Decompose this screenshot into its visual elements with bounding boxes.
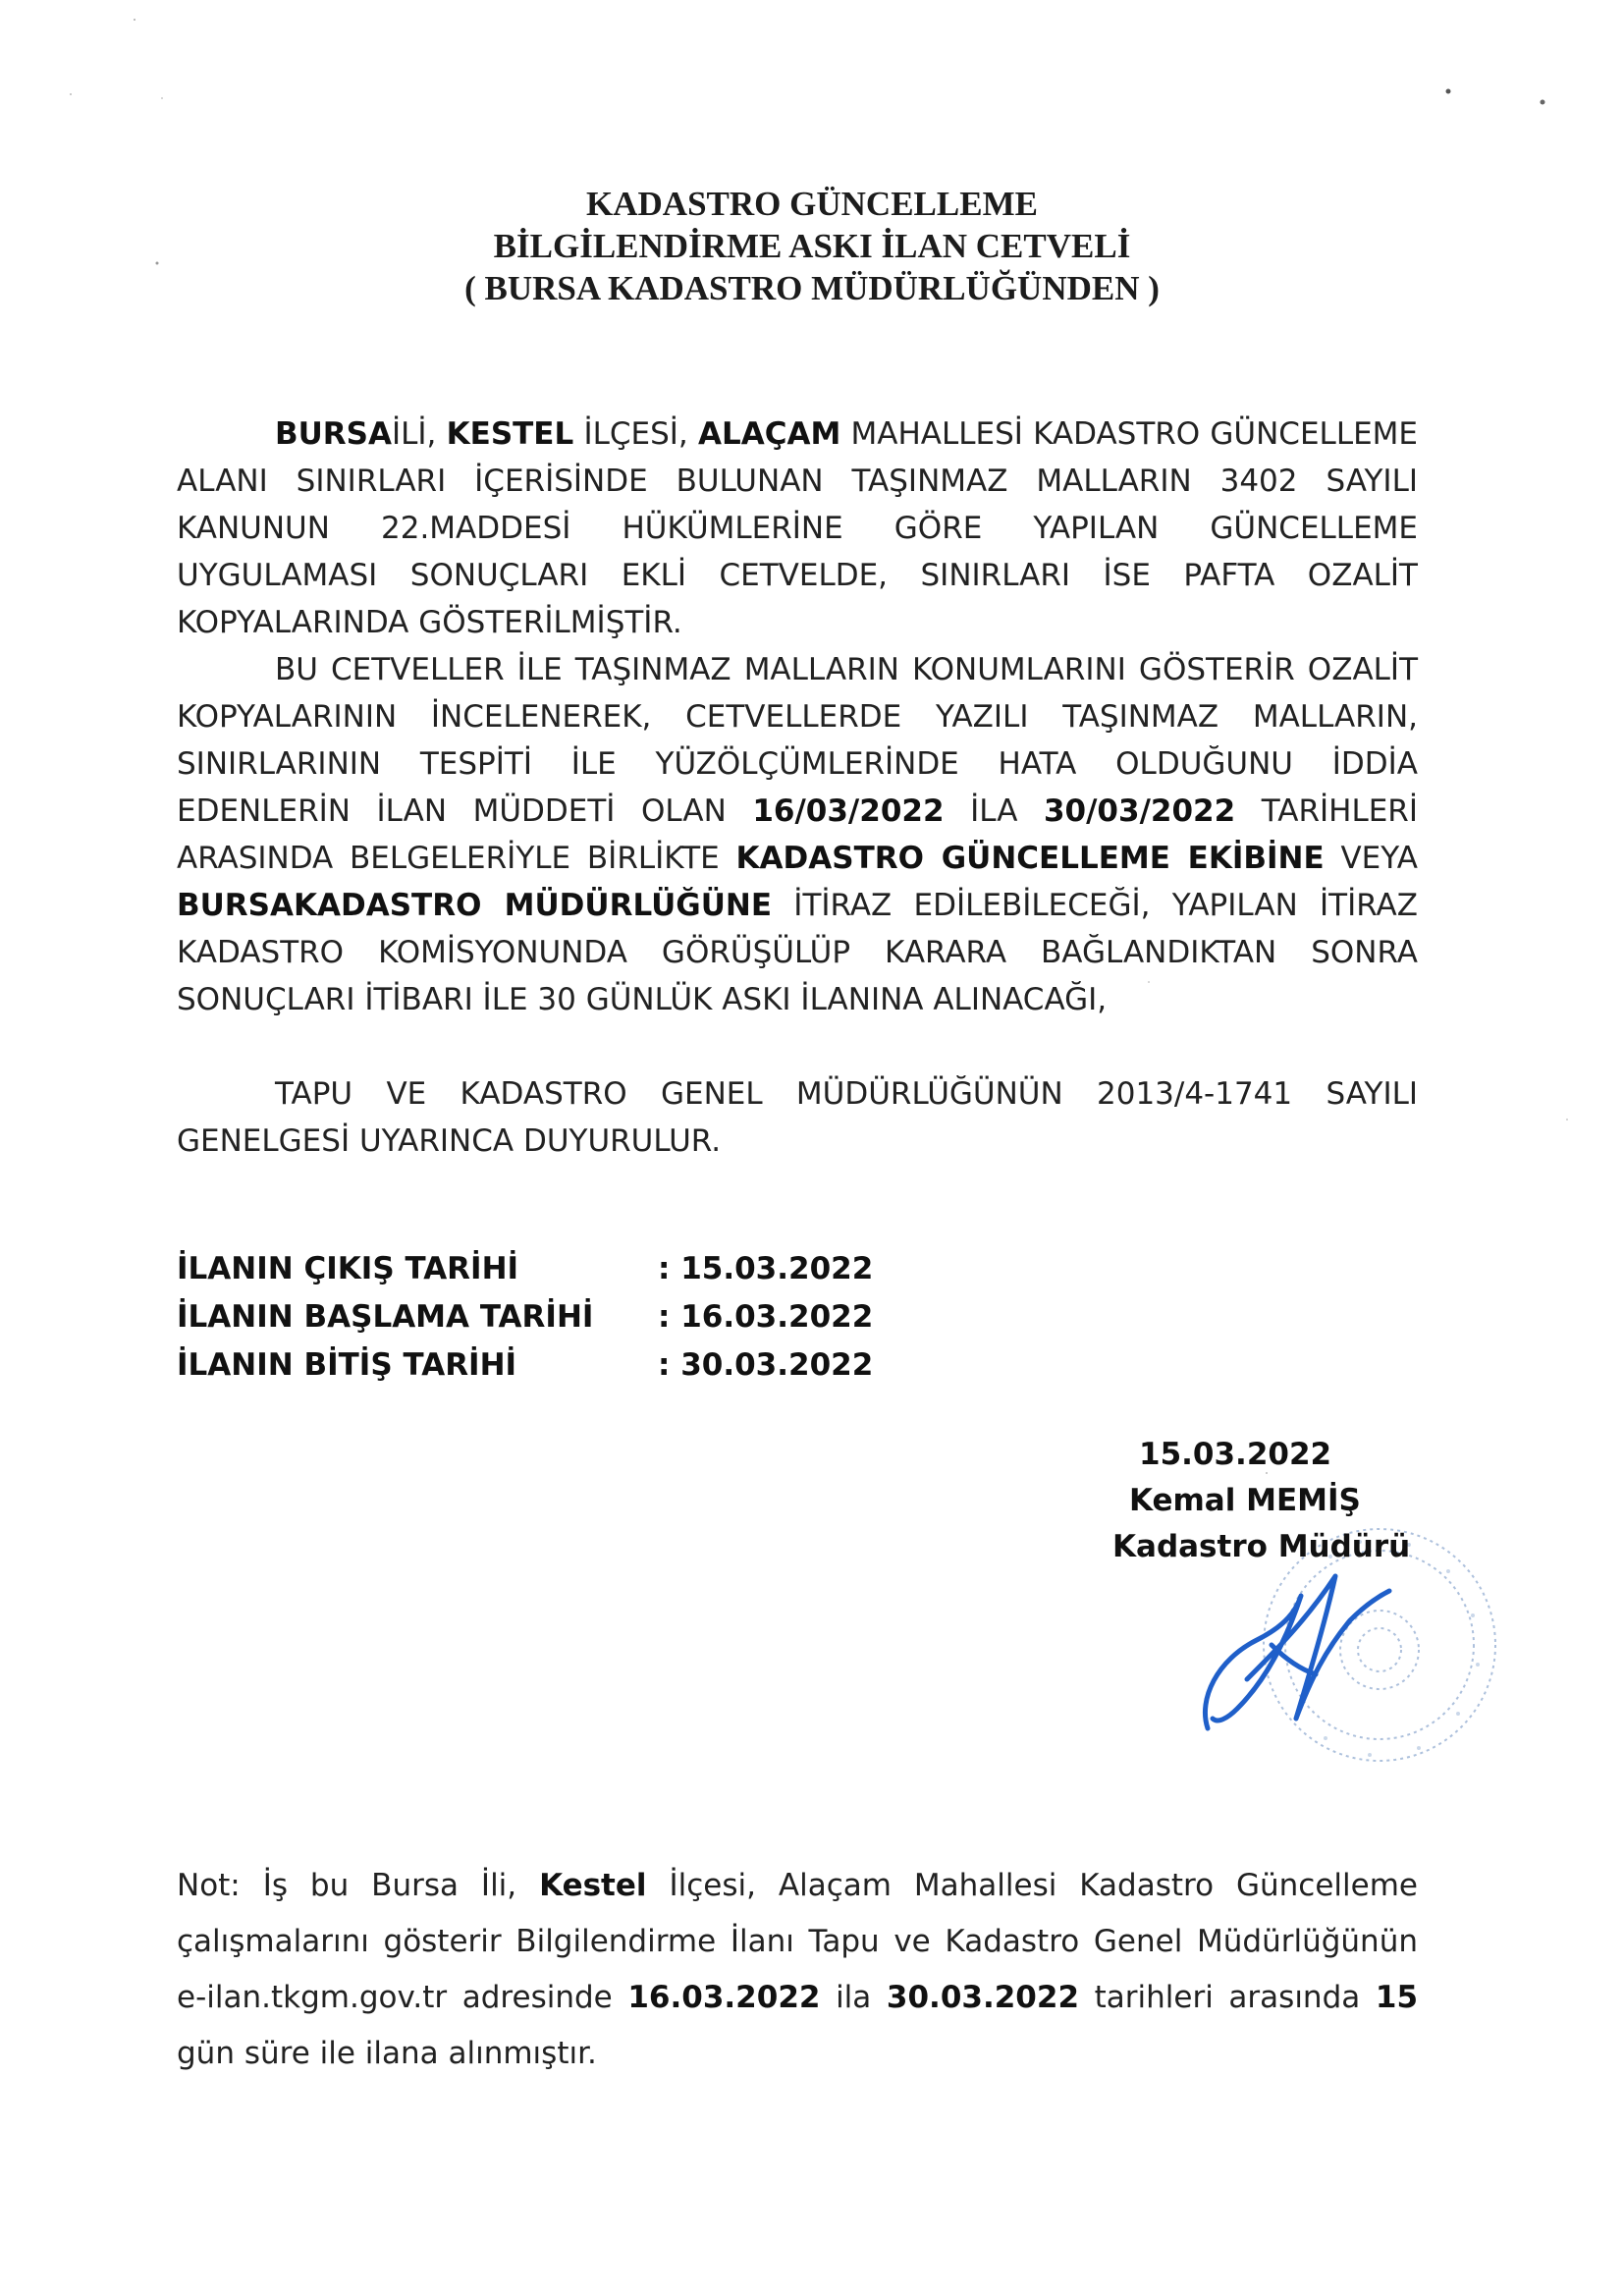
note-district: Kestel xyxy=(539,1868,647,1903)
p1-text-2: İLÇESİ, xyxy=(573,416,698,452)
paragraph-announcement xyxy=(177,410,1418,646)
p3-text-1: TAPU VE KADASTRO GENEL MÜDÜRLÜĞÜNÜN 2013/4-1741 SAYILI GENELGESİ UYARINCA DUYURULUR. xyxy=(177,1076,1418,1159)
p1-text-1: İLİ, xyxy=(392,416,447,452)
paragraph-circular xyxy=(177,1070,1418,1165)
objection-end-date: 30/03/2022 xyxy=(1043,793,1236,829)
neighborhood-name: ALAÇAM xyxy=(697,416,841,452)
date-row-start xyxy=(177,1293,962,1341)
signature-block xyxy=(1080,1432,1414,1570)
note-text-4: tarihleri arasında xyxy=(1079,1980,1376,2015)
note-end-date: 30.03.2022 xyxy=(886,1980,1080,2015)
note-text-1: Not: İş bu Bursa İli, xyxy=(177,1868,540,1903)
date-value: : 15.03.2022 xyxy=(658,1251,874,1286)
title-line-1: KADASTRO GÜNCELLEME xyxy=(586,185,1038,223)
note-paragraph xyxy=(177,1858,1418,2082)
date-value: : 16.03.2022 xyxy=(658,1299,874,1335)
note-text-3: ila xyxy=(820,1980,887,2015)
directorate-name: BURSAKADASTRO MÜDÜRLÜĞÜNE xyxy=(177,888,773,923)
note-text-5: gün süre ile ilana alınmıştır. xyxy=(177,2036,597,2071)
document-title xyxy=(0,183,1624,309)
paragraph-objection xyxy=(177,646,1418,1023)
date-label: İLANIN BAŞLAMA TARİHİ xyxy=(177,1299,594,1335)
announcement-dates xyxy=(177,1245,962,1390)
handwritten-signature xyxy=(1178,1552,1414,1748)
signatory-name: Kemal MEMİŞ xyxy=(1129,1483,1361,1518)
date-label: İLANIN ÇIKIŞ TARİHİ xyxy=(177,1251,519,1286)
date-label: İLANIN BİTİŞ TARİHİ xyxy=(177,1347,517,1383)
p2-text-3: TARİHLERİ ARASINDA BELGELERİYLE BİRLİKTE xyxy=(177,793,1418,876)
p2-text-2: İLA xyxy=(944,793,1044,829)
p2-text-1: BU CETVELLER İLE TAŞINMAZ MALLARIN KONUMLARINI GÖSTERİR OZALİT KOPYALARININ İNCELENEREK, CETVELLERDE YAZILI TAŞINMAZ MALLARIN, SINIRLARININ TESPİTİ İLE YÜZÖLÇÜMLERİNDE HATA OLDUĞUNU İDDİA EDENLERİN İLAN MÜDDETİ OLAN xyxy=(177,652,1418,829)
signature-date: 15.03.2022 xyxy=(1139,1437,1332,1472)
p1-text-3: MAHALLESİ KADASTRO GÜNCELLEME ALANI SINIRLARI İÇERİSİNDE BULUNAN TAŞINMAZ MALLARIN 3402 SAYILI KANUNUN 22.MADDESİ HÜKÜMLERİNE GÖRE YAPILAN GÜNCELLEME UYGULAMASI SONUÇLARI EKLİ CETVELDE, SINIRLARI İSE PAFTA OZALİT KOPYALARINDA GÖSTERİLMİŞTİR. xyxy=(177,416,1419,640)
date-value: : 30.03.2022 xyxy=(658,1347,874,1383)
note-start-date: 16.03.2022 xyxy=(627,1980,821,2015)
date-row-end xyxy=(177,1341,962,1390)
district-name: KESTEL xyxy=(446,416,574,452)
team-name: KADASTRO GÜNCELLEME EKİBİNE xyxy=(735,841,1325,876)
note-duration: 15 xyxy=(1375,1980,1419,2015)
title-line-3: ( BURSA KADASTRO MÜDÜRLÜĞÜNDEN ) xyxy=(464,269,1160,307)
p2-text-4: VEYA xyxy=(1324,841,1419,876)
objection-start-date: 16/03/2022 xyxy=(752,793,945,829)
province-name: BURSA xyxy=(275,416,392,452)
p2-text-5: İTİRAZ EDİLEBİLECEĞİ, YAPILAN İTİRAZ KADASTRO KOMİSYONUNDA GÖRÜŞÜLÜP KARARA BAĞLANDIKTAN SONRA SONUÇLARI İTİBARI İLE 30 GÜNLÜK ASKI İLANINA ALINACAĞI, xyxy=(177,888,1418,1017)
date-row-issue xyxy=(177,1245,962,1293)
signatory-title: Kadastro Müdürü xyxy=(1112,1529,1411,1564)
title-line-2: BİLGİLENDİRME ASKI İLAN CETVELİ xyxy=(493,227,1131,265)
note-text-2: İlçesi, Alaçam Mahallesi Kadastro Güncelleme çalışmalarını gösterir Bilgilendirme İlanı Tapu ve Kadastro Genel Müdürlüğünün e-ilan.tkgm.gov.tr adresinde xyxy=(177,1868,1418,2015)
